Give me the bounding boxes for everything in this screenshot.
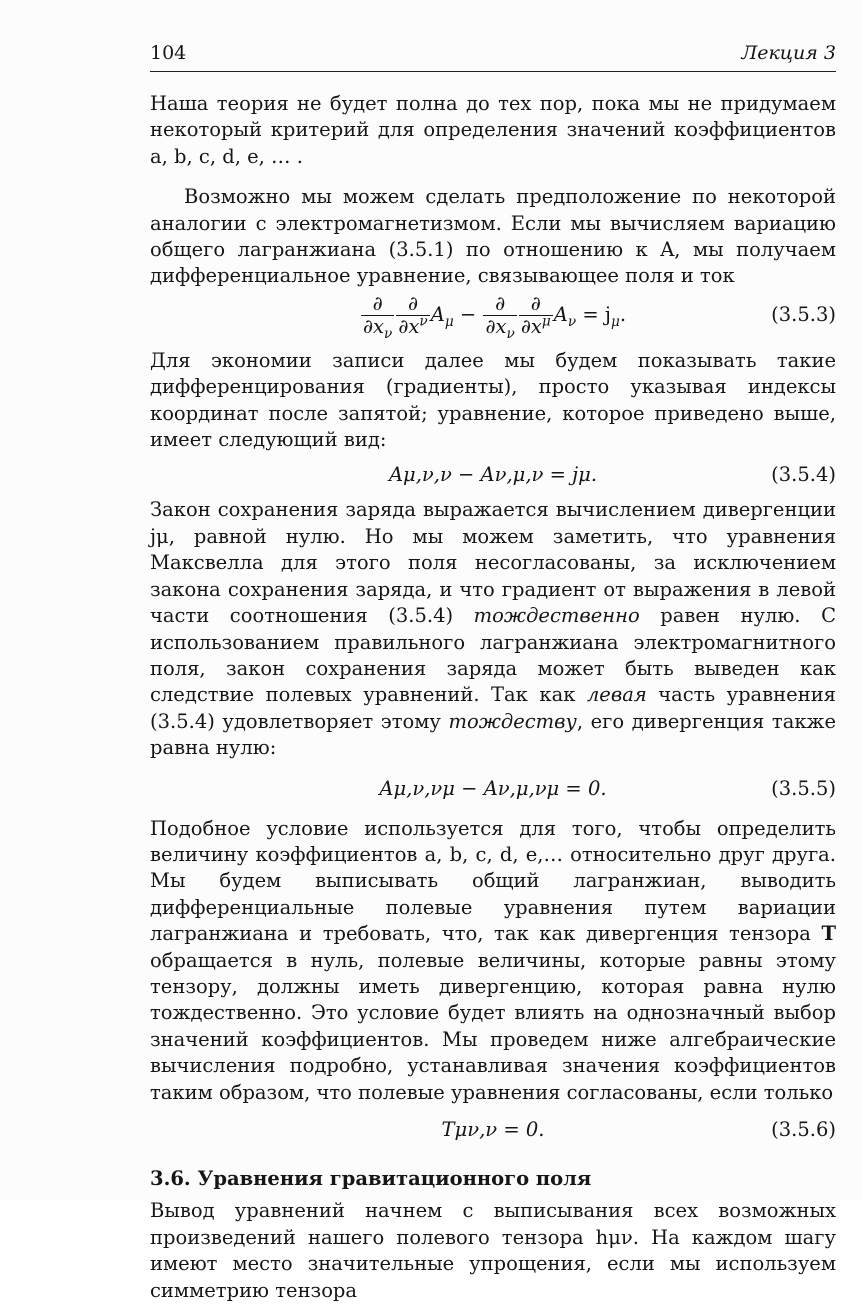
frac-2 [396,293,429,338]
eq353-end: . [619,302,627,326]
frac-1 [361,291,394,342]
eq353-A2: A [553,302,568,326]
equation-number-3-5-4: (3.5.4) [771,463,836,487]
paragraph-4-part-c: часть уравнения (3.5.4) удовлетворяет этому [150,683,836,733]
page-body [150,91,836,1304]
eq353-rhs-sub: μ [610,313,620,330]
paragraph-5-part-a: Подобное условие используется для того, чтобы определить величину коэффициентов a, b, c, d, e,… относительно друг друга. Мы будем выписывать общий лагранжиан, выводить дифференциальные полевые уравнения путем вариации лагранжиана и требовать, что, так как дивергенция тензора [150,816,836,946]
equation-3-5-6 [150,1106,836,1154]
paragraph-1: Наша теория не будет полна до тех пор, пока мы не придумаем некоторый критерий для определения значений коэффициентов a, b, c, d, e, … . [150,92,836,168]
frac-3-num: ∂ [483,293,516,316]
frac-2-num: ∂ [396,293,429,316]
paragraph-5 [150,816,836,1106]
eq353-A1-sub: μ [444,313,454,330]
frac-4-num: ∂ [519,293,553,316]
frac-1-den-text: ∂x [362,314,385,338]
paragraph-4-part-d: , его дивергенция также равна нулю: [150,709,837,760]
page-number: 104 [150,42,187,64]
equation-number-3-5-6: (3.5.6) [771,1117,836,1141]
equation-3-5-5-body: Aμ,ν,νμ − Aν,μ,νμ = 0. [379,776,607,800]
paragraph-6: Вывод уравнений начнем с выписывания всех возможных произведений нашего полевого тензора hμν. На каждом шагу имеют место значительные упрощения, если мы используем симметрию тензора [150,1199,836,1302]
eq353-A1: A [430,302,445,326]
equation-3-5-3 [150,290,836,340]
paragraph-4-part-b: равен нулю. С использованием правильного лагранжиана электромагнитного поля, закон сохранения заряда может быть выведен как следствие полевых уравнений. Так как [150,604,836,707]
paragraph-5-part-b: обращается в нуль, полевые величины, которые равны этому тензору, должны иметь дивергенцию, которая равна нулю тождественно. Это условие будет влиять на однозначный выбор значений коэффициентов. Мы проведем ниже алгебраические вычисления подробно, устанавливая значения коэффициентов таким образом, что полевые уравнения согласованы, если только [150,948,836,1104]
equation-3-5-5 [150,762,836,816]
eq353-A2-sub: ν [567,313,577,330]
frac-2-den-text: ∂x [398,314,420,338]
equation-3-5-6-body: Tμν,ν = 0. [441,1118,545,1141]
paragraph-4-emphasis-3: тождеству [448,709,577,733]
paragraph-3: Для экономии записи далее мы будем показывать такие дифференцирования (градиенты), просто указывая индексы координат после запятой; уравнение, которое приведено выше, имеет следующий вид: [150,348,836,452]
frac-1-den [361,314,394,342]
section-heading: 3.6. Уравнения гравитационного поля [150,1167,592,1190]
equation-number-3-5-5: (3.5.5) [771,776,836,800]
eq353-minus: − [453,302,483,326]
equation-3-5-4 [150,453,836,497]
equation-3-5-4-body: Aμ,ν,ν − Aν,μ,ν = jμ. [388,463,598,487]
paragraph-4 [150,497,836,761]
paragraph-2: Возможно мы можем сделать предположение по некоторой аналогии с электромагнетизмом. Если мы вычисляем вариацию общего лагранжиана (3.5.1) по отношению к A, мы получаем дифференциальное уравнение, связывающее поля и ток [150,185,836,288]
frac-2-den-sup: ν [419,313,428,330]
page-header [150,40,836,76]
eq353-rhs: = j [576,302,611,326]
frac-3-den-sub: ν [506,325,515,342]
frac-4-den-sup: μ [541,313,551,330]
equation-number-3-5-3: (3.5.3) [771,302,836,326]
running-head: Лекция 3 [741,42,836,64]
paragraph-4-emphasis-1: тождественно [473,604,640,628]
frac-3-den-text: ∂x [485,314,507,338]
tensor-T: T [821,922,836,946]
frac-2-den [396,313,429,338]
frac-4 [519,293,553,338]
frac-1-num: ∂ [361,293,394,316]
header-rule [150,71,836,72]
frac-1-den-sub: ν [384,325,393,342]
frac-3-den [483,314,516,342]
frac-3 [483,291,516,342]
frac-4-den-text: ∂x [520,314,542,338]
frac-4-den [519,313,553,338]
paragraph-4-emphasis-2: левая [586,683,647,707]
paragraph-4-part-a: Закон сохранения заряда выражается вычислением дивергенции jμ, равной нулю. Но мы можем заметить, что уравнения Максвелла для этого поля несогласованы, за исключением закона сохранения заряда, и что градиент от выражения в левой части соотношения (3.5.4) [150,498,836,628]
